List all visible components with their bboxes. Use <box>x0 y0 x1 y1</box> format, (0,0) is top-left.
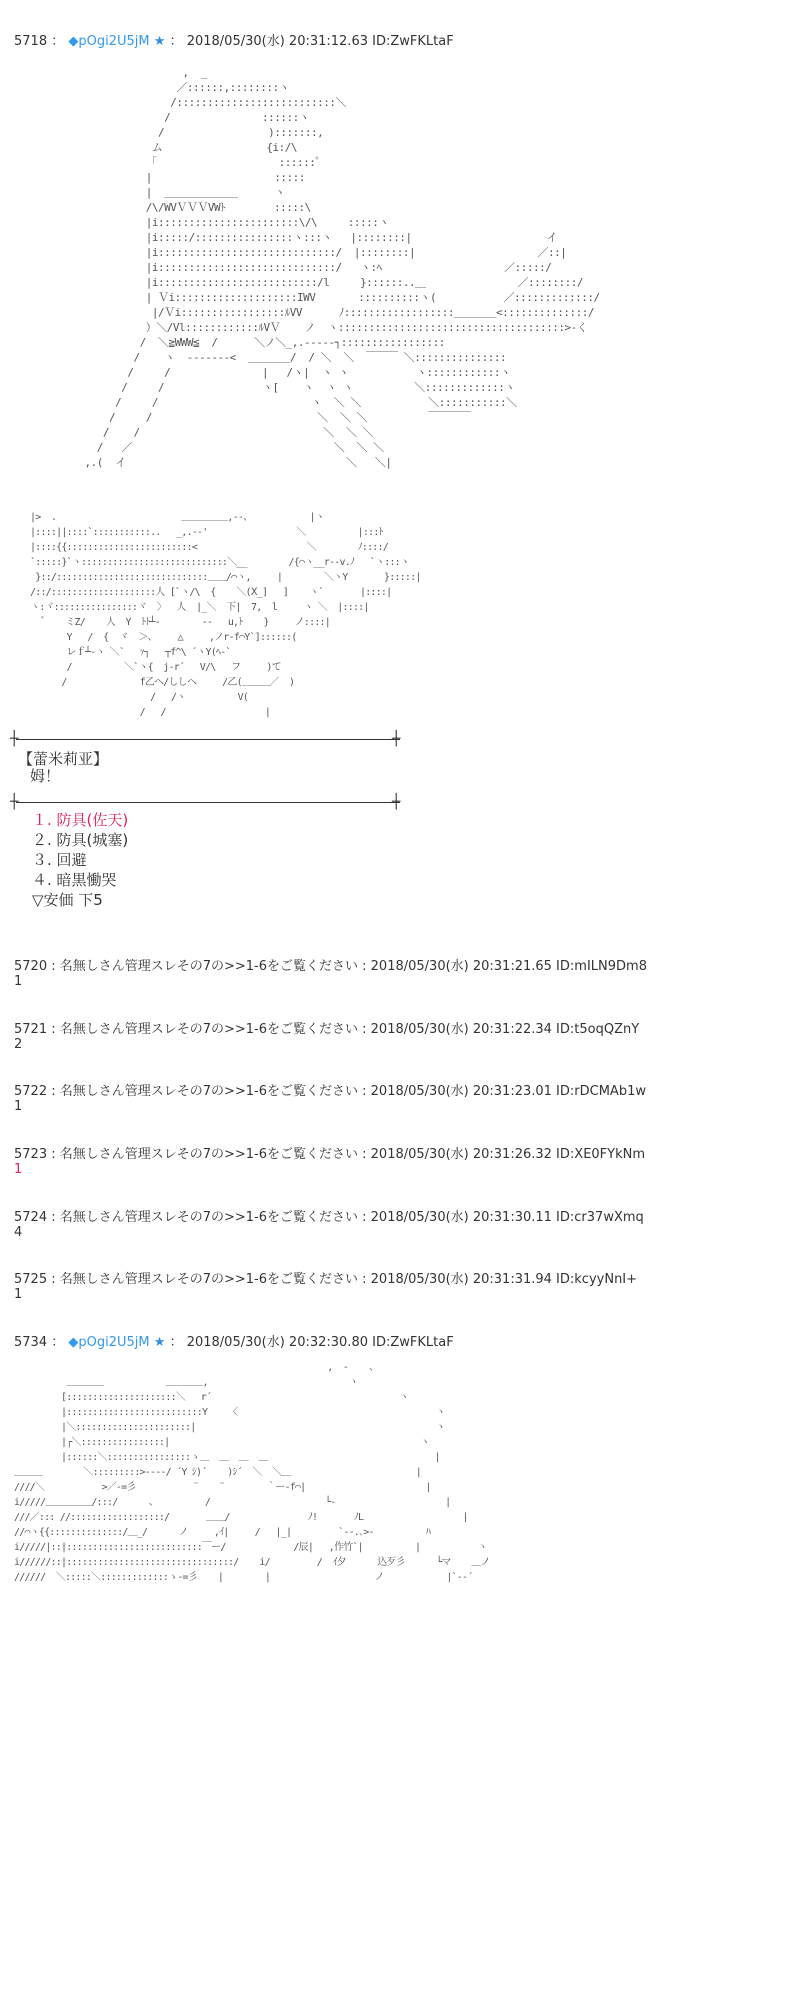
ascii-art-girl: |> . ＿＿＿＿＿,--、 |ヽ |::::||::::`:::::::::::.. _,.-‐' ＼ |:::ﾄ |::::{{::::::::::::::::::::::::< ＼ ﾉ::::/ `:::::}`ヽ::::::::::::::::::::::::::::＼__ /{⌒ヽ__r‐‐v.ﾉ `ヽ:::ヽ }::/:::::::::::::::::::::::::::::＿＿/⌒ヽ, | ＼ヽY }:::::| /::/::::::::::::::::::::人 [`ヽ/\ { ＼(Ⅹ_] ] ヽ` |::::| ヽ:ヾ::::::::::::::::ヾ 〉 人 |_＼ 下| 7, l ヽ ＼ |::::| ゛ ミZ/ 人 Y ﾄﾄ┴‐ ‐‐ u,ﾄ } ノ::::| Y / { ヾ ＞、 △ ,ノr‐f⌒Y`]::::::( レｆ┴-ヽ ＼` ｧ┐ ┬f^\ ´ヽY(ﾍ‐` / ＼`ヽ{ j-r´ V/\ フ )て / f乙へ/ししヘ /乙(＿＿＿／ ) / /ヽ V( / / | <box>30 512 421 718</box>
divider-cross-right: ┼ <box>392 731 401 747</box>
reply-body: 2 <box>14 1037 23 1052</box>
post-date: 2018/05/30(水) 20:32:30.80 <box>186 1335 368 1350</box>
choice-item-4: ４. 暗黒慟哭 <box>32 871 117 889</box>
choice-item-3: ３. 回避 <box>32 851 87 869</box>
trip-code: pOgi2U5jM <box>78 34 150 49</box>
reply-header: 5721 : 名無しさん管理スレその7の>>1-6をご覧ください : 2018/05/30(水) 20:31:22.34 ID:t5oqQZnY <box>14 1022 640 1037</box>
choice-list <box>32 810 128 890</box>
divider-cross-left: ┼ <box>10 794 19 810</box>
reply-body: 1 <box>14 1099 23 1114</box>
post-id[interactable]: ID:ZwFKLtaF <box>372 34 454 49</box>
post-header-5734 <box>14 1331 454 1350</box>
divider-cross-right: ┼ <box>392 794 401 810</box>
reply-body: 1 <box>14 974 23 989</box>
choice-item-1: １. 防具(佐天) <box>32 811 129 829</box>
reply-header: 5722 : 名無しさん管理スレその7の>>1-6をご覧ください : 2018/05/30(水) 20:31:23.01 ID:rDCMAb1w <box>14 1084 646 1099</box>
reply-header: 5723 : 名無しさん管理スレその7の>>1-6をご覧ください : 2018/05/30(水) 20:31:26.32 ID:XE0FYkNm <box>14 1147 646 1162</box>
reply-body: 1 <box>14 1162 23 1177</box>
divider-line <box>16 802 400 803</box>
post-header-5718 <box>14 30 454 49</box>
star-icon: ★ <box>153 34 166 49</box>
ascii-art-bottom: , ‐ 、 ＿＿＿＿ ＿＿＿＿, ヽ [:::::::::::::::::::::＼ r´ ヽ |::::::::::::::::::::::::::Y 〈 ヽ |＼::::::::::::::::::::::| ヽ |┌＼::::::::::::::::| ヽ |::::::＼::::::::::::::::ゝ＿ ＿ ＿ ＿ | ＿＿＿ ＼:::::::::>‐‐‐‐/ ´Y ｼ)´ )ｼ´ ＼ ＼＿ | ////＼ >／‐=彡 ¨ ¨ ｀ー‐f⌒| | i/////＿＿＿＿＿/:::/ 、 / └‐ | ///／::: //::::::::::::::::::/ ＿＿/ ﾉ! ﾉL | //⌒ヽ{{::::::::::::::/＿_/ ノ ,ｲ| / |_| `‐-.､>‐ ﾊ i/////|::|::::::::::::::::::::::::::￣ー/ /辰| ,作竹`| | ヽ i//////::|::::::::::::::::::::::::::::::::/ i/ / ｲ夕 込歹彡 └マ ＿ノ ////// ＼:::::＼:::::::::::::ゝ‐=彡 | | ノ |`‐‐´ <box>14 1362 490 1583</box>
reply-5723 <box>14 1143 645 1177</box>
post-number[interactable]: 5734 <box>14 1335 48 1350</box>
reply-5721 <box>14 1018 639 1052</box>
divider-line <box>16 739 400 740</box>
separator: ： <box>169 34 183 49</box>
diamond-icon: ◆ <box>68 34 79 49</box>
ascii-art-shark: , _ ／::::::,::::::::ヽ /::::::::::::::::::::::::::＼ / ::::::ヽ / ):::::::, ム {i:/\ 「 ::::::゜ | ::::: | ＿＿＿＿＿＿＿ ヽ /\/WVＶＶＶVWﾄ :::::\ |i:::::::::::::::::::::::\/\ :::::ヽ |i:::::/::::::::::::::::ヽ:::ヽ |::::::::| イ |i:::::::::::::::::::::::::::::/ |::::::::| ／::| |i:::::::::::::::::::::::::::::/ ヽ:ﾍ ／:::::/ |i::::::::::::::::::::::::::/l }::::::..＿ ／::::::::/ | Ｖi::::::::::::::::::::IWV ::::::::::ヽ( ／:::::::::::::/ |/Ｖi:::::::::::::::::ﾙVV ﾉ::::::::::::::::::＿＿＿＿<::::::::::::::/ ）＼/Vl::::::::::::ﾙVＶ ノ ヽ:::::::::::::::::::::::::::::::::::::>-く / ＼≧WWW≦ / ＼ノ＼_,.-‐‐‐‐┐::::::::::::::::: / ヽ ‐‐‐‐‐‐‐< ＿＿＿＿/ / ＼ ＼ ￣￣￣ ＼::::::::::::::: / / | /ヽ| ヽ ヽ ヽ::::::::::::ヽ / / ヽ[ ヽ ヽ ヽ ＼:::::::::::::ヽ / / ヽ ＼ ＼ ＼:::::::::::＼ / / ＼ ＼ ＼ ￣￣￣￣ / / ＼ ＼ ＼ / ／ ＼ ＼ ＼ ,.( イ ＼ ＼| <box>84 66 600 469</box>
reply-5722 <box>14 1080 646 1114</box>
reply-5725 <box>14 1268 637 1302</box>
post-date: 2018/05/30(水) 20:31:12.63 <box>186 34 368 49</box>
separator: ： <box>169 1335 183 1350</box>
diamond-icon: ◆ <box>68 1335 79 1350</box>
dialog-line: 姆！ <box>30 767 61 785</box>
dialog-speaker: 【蕾米莉亚】 <box>18 750 109 768</box>
reply-header: 5724 : 名無しさん管理スレその7の>>1-6をご覧ください : 2018/05/30(水) 20:31:30.11 ID:cr37wXmq <box>14 1210 644 1225</box>
divider-cross-left: ┼ <box>10 731 19 747</box>
star-icon: ★ <box>153 1335 166 1350</box>
post-id[interactable]: ID:ZwFKLtaF <box>372 1335 454 1350</box>
reply-header: 5720 : 名無しさん管理スレその7の>>1-6をご覧ください : 2018/05/30(水) 20:31:21.65 ID:mILN9Dm8 <box>14 959 647 974</box>
post-number[interactable]: 5718 <box>14 34 48 49</box>
trip-code: pOgi2U5jM <box>78 1335 150 1350</box>
reply-header: 5725 : 名無しさん管理スレその7の>>1-6をご覧ください : 2018/05/30(水) 20:31:31.94 ID:kcyyNnI+ <box>14 1272 638 1287</box>
separator: ： <box>51 1335 65 1350</box>
anka-instruction: ▽安価 下5 <box>32 891 103 909</box>
reply-body: 1 <box>14 1287 23 1302</box>
reply-5720 <box>14 955 647 989</box>
reply-body: 4 <box>14 1225 23 1240</box>
separator: ： <box>51 34 65 49</box>
choice-item-2: ２. 防具(城塞) <box>32 831 129 849</box>
reply-5724 <box>14 1206 644 1240</box>
